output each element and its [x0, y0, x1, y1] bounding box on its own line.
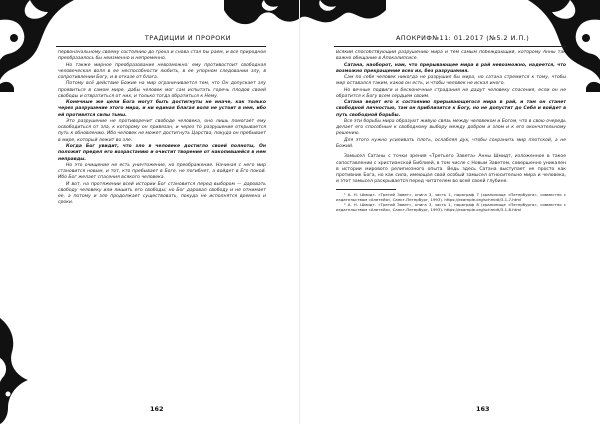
top-ornament-left-page [224, 0, 300, 30]
paragraph: Все эти борьбы мира образуют живую связь между человеком и Богом, что в свою очередь делает его способным к свободному выбору между добром и злом и к его окончательному решению. [336, 118, 566, 137]
footnote: ² А. Н. Шмидт. «Третий Завет», книга 3, часть 1, параграф 8 (хранилище «Петербурга», совместно с издательством «Алетейя», Санкт-Петербург, 1993). https://example.org/schmidt/3-1-8.html [336, 202, 566, 213]
plain-paragraph: Замысел Сатаны с точки зрения «Третьего Завета» Анны Шмидт, изложенное в такое сопоставлении с христианской Библией, в том числе с Новым Заветом, совершенно уникален в истории мирового религиозного опыта. Ведь здесь Сатана выступает не просто как противник Бога, но как сила, имеющая свой особый замысел относительно мира и человека, и этот замысел раскрывается перед читателем во всей своей глубине. [336, 154, 566, 185]
paragraph: И вот, на протяжении всей истории Бог становится перед выбором — даровать свободу человеку или лишить его свободы; но Бог даровал свободу и не отнимает ее, а потому и зло продолжает существовать, покуда не исполнятся времена и сроки. [58, 181, 266, 206]
paragraph: Всякий способствующий разрушению мира и тем самым побеждающий, которому Анны так важно обещание в Апокалипсисе. [336, 50, 566, 62]
paragraph: Сам по себе человек никогда не разрушил бы мира, но сатана стремится к тому, чтобы мир оставался таким, каков он есть, и чтобы человек не искал иного. [336, 75, 566, 87]
right-page [300, 0, 600, 424]
header-rule [334, 46, 566, 47]
top-ornament-right-page [300, 0, 386, 30]
page-number: 162 [150, 405, 164, 413]
left-body-text [58, 50, 266, 394]
paragraph: Сатана ведет его к состоянию прерывающегося мира в рай, и там он станет свободной личностью, там он приблизится к Богу, но не допустит до Себя и войдет в путь свободной борьбы. [336, 100, 566, 118]
header-rule [56, 46, 266, 47]
running-header: АПОКРИФ№11: 01.2017 (№5.2 И.П.) [396, 34, 530, 42]
paragraph: Сатана, наоборот, нам, что прерывающее мира в рай невозможно, надеется, что возможно прекращение всех их, без разрушения. [336, 62, 566, 74]
paragraph: Конечные же цели Бога могут быть достигнуты не иначе, как только через разрушение этого мира, и ни единая благая воля не устоит в нем, ибо ей противятся силы тьмы. [58, 100, 266, 118]
paragraph: первоначальному своему состоянию до греха и снова стал бы раем, и все природное преобразилось бы неизменно и непременно. [58, 50, 266, 62]
paragraph: Но это очищение не есть уничтожение, но преображение. Начиная с него мир становится новым, и тот, кто пребывает в Боге, не погибнет, а войдет в Его покой. Ибо Бог желает спасения всякого человека. [58, 162, 266, 181]
page-number: 163 [476, 405, 490, 413]
footnote-rule [336, 189, 396, 190]
paragraph: Потому всё действие Божие на мир ограничивается тем, что Он допускает злу проявиться в самом мире, дабы человек мог сам испытать горечь плодов своей свободы и отвратиться от них, и только тогда обратиться к Нему. [58, 81, 266, 99]
paragraph: Но также мирное преобразование невозможно: ему противостоит свободная человеческая воля в ее неспособности любить, в ее упорном следовании злу, в сопротивлении Богу, и в отказе от блага. [58, 62, 266, 81]
paragraph: Для этого нужно усиливать плоть, ослабляя дух, чтобы сохранить мир плотской, а не Божий. [336, 137, 566, 149]
right-body-text [336, 50, 566, 394]
paragraph: Это разрушение не противоречит свободе человека, оно лишь помогает ему освободиться от зла, к которому он привязан, и через то разрушение открывается путь к обновлению. Ибо человек не может достигнуть Царства, покуда он пребывает в мире, который лежит во зле. [58, 118, 266, 143]
paragraph: Когда Бог увидит, что зло в человеке достигло своей полноты, Он положит предел его возрастанию и очистит творение от накопившейся в нем неправды. [58, 143, 266, 162]
paragraph: Но вечные подвиги и бесконечные страдания не дадут человеку спасения, если он не обратится к Богу всем сердцем своим. [336, 87, 566, 99]
running-header: ТРАДИЦИИ И ПРОРОКИ [144, 34, 232, 42]
footnote: ¹ А. Н. Шмидт. «Третий Завет», книга 3, часть 1, параграф 7 (хранилище «Петербурга», совместно с издательством «Алетейя», Санкт-Петербург, 1993). https://example.org/schmidt/3-1-7.html [336, 191, 566, 202]
corner-ornament-bottom-left [0, 318, 32, 424]
